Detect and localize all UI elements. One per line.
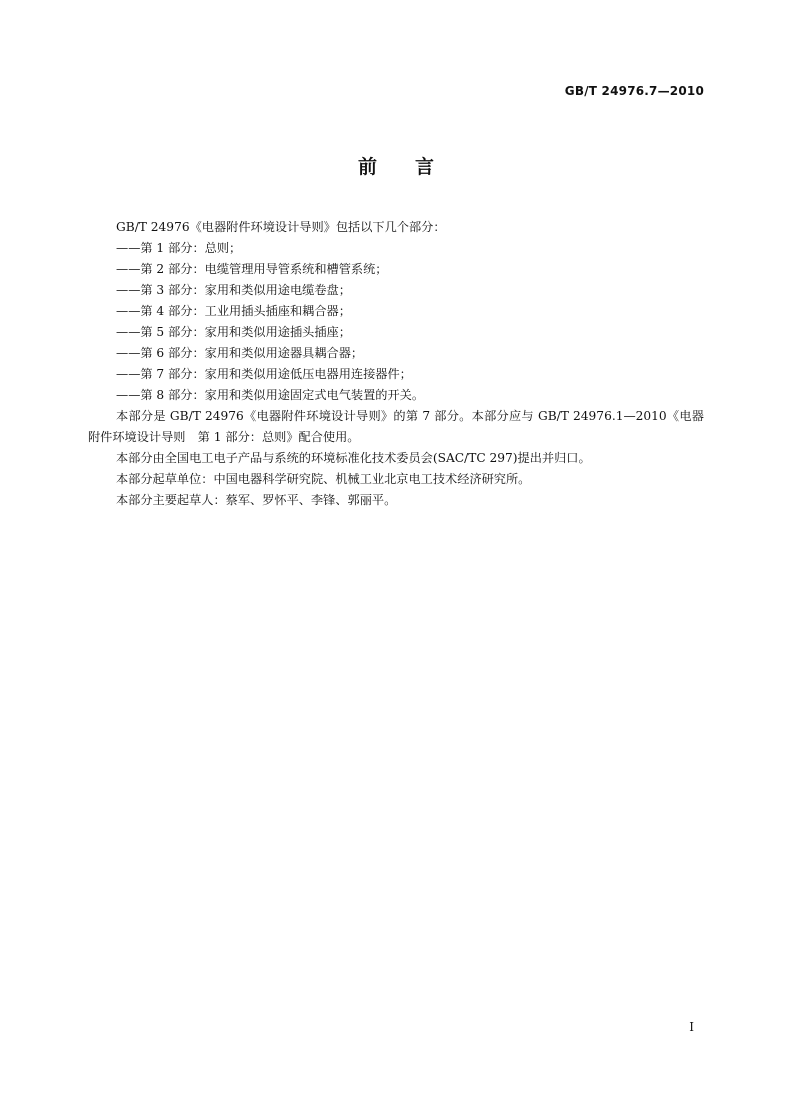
foreword-body xyxy=(88,217,704,511)
part-item-7: ——第 7 部分：家用和类似用途低压电器用连接器件； xyxy=(116,367,412,381)
part-item-1: ——第 1 部分：总则； xyxy=(116,241,242,255)
page-number: I xyxy=(689,1020,694,1034)
drafting-units-paragraph: 本部分起草单位：中国电器科学研究院、机械工业北京电工技术经济研究所。 xyxy=(116,472,531,486)
part-item-5: ——第 5 部分：家用和类似用途插头插座； xyxy=(116,325,351,339)
proposer-paragraph: 本部分由全国电工电子产品与系统的环境标准化技术委员会(SAC/TC 297)提出并归口。 xyxy=(116,451,591,465)
part-item-2: ——第 2 部分：电缆管理用导管系统和槽管系统； xyxy=(116,262,388,276)
drafters-paragraph: 本部分主要起草人：蔡军、罗怀平、李锋、郭丽平。 xyxy=(116,493,397,507)
intro-paragraph: GB/T 24976《电器附件环境设计导则》包括以下几个部分： xyxy=(116,220,446,234)
page-title: 前言 xyxy=(357,156,472,178)
part-item-4: ——第 4 部分：工业用插头插座和耦合器； xyxy=(116,304,351,318)
relation-paragraph: 本部分是 GB/T 24976《电器附件环境设计导则》的第 7 部分。本部分应与 GB/T 24976.1—2010《电器附件环境设计导则 第 1 部分：总则》配合使用。 xyxy=(88,409,704,444)
part-item-6: ——第 6 部分：家用和类似用途器具耦合器； xyxy=(116,346,364,360)
standard-code: GB/T 24976.7—2010 xyxy=(564,84,704,98)
part-item-3: ——第 3 部分：家用和类似用途电缆卷盘； xyxy=(116,283,351,297)
part-item-8: ——第 8 部分：家用和类似用途固定式电气装置的开关。 xyxy=(116,388,425,402)
